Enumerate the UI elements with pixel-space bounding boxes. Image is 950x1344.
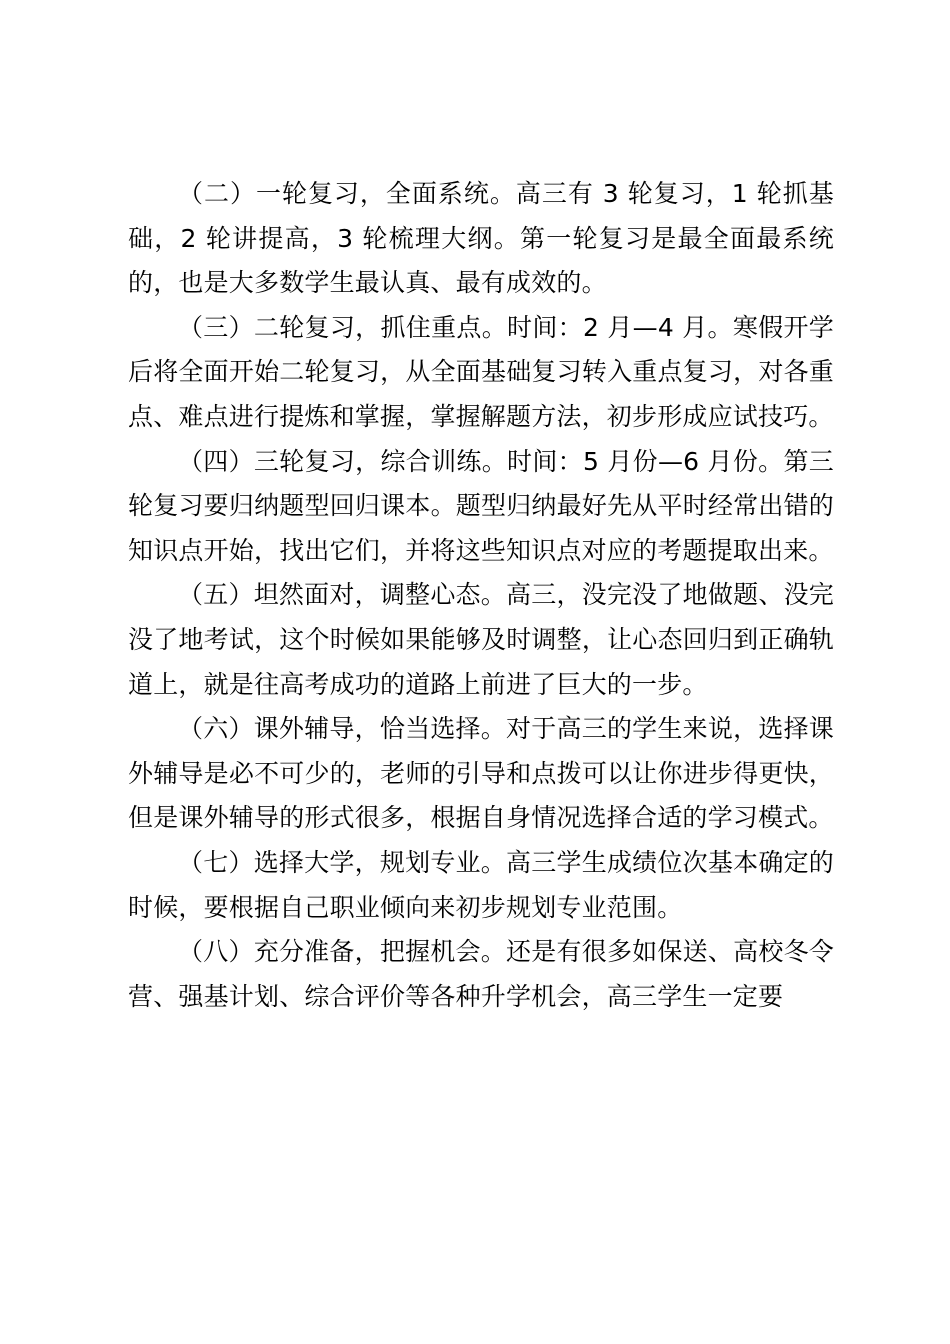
- paragraph-third-round-review: （四）三轮复习，综合训练。时间：5 月份—6 月份。第三轮复习要归纳题型回归课本。题型归纳最好先从平时经常出错的知识点开始，找出它们，并将这些知识点对应的考题提取出来。: [128, 446, 834, 565]
- paragraph-second-round-review: （三）二轮复习，抓住重点。时间：2 月—4 月。寒假开学后将全面开始二轮复习，从全面基础复习转入重点复习，对各重点、难点进行提炼和掌握，掌握解题方法，初步形成应试技巧。: [128, 312, 834, 431]
- paragraph-tutoring: （六）课外辅导，恰当选择。对于高三的学生来说，选择课外辅导是必不可少的，老师的引导和点拨可以让你进步得更快，但是课外辅导的形式很多，根据自身情况选择合适的学习模式。: [128, 714, 834, 833]
- paragraph-university-choice: （七）选择大学，规划专业。高三学生成绩位次基本确定的时候，要根据自己职业倾向来初步规划专业范围。: [128, 847, 834, 922]
- paragraph-opportunities: （八）充分准备，把握机会。还是有很多如保送、高校冬令营、强基计划、综合评价等各种升学机会，高三学生一定要: [128, 937, 834, 1011]
- document-page: [128, 172, 834, 1019]
- paragraph-first-round-review: （二）一轮复习，全面系统。高三有 3 轮复习，1 轮抓基础，2 轮讲提高，3 轮梳理大纲。第一轮复习是最全面最系统的，也是大多数学生最认真、最有成效的。: [128, 179, 834, 298]
- paragraph-mindset: （五）坦然面对，调整心态。高三，没完没了地做题、没完没了地考试，这个时候如果能够及时调整，让心态回归到正确轨道上，就是往高考成功的道路上前进了巨大的一步。: [128, 580, 834, 699]
